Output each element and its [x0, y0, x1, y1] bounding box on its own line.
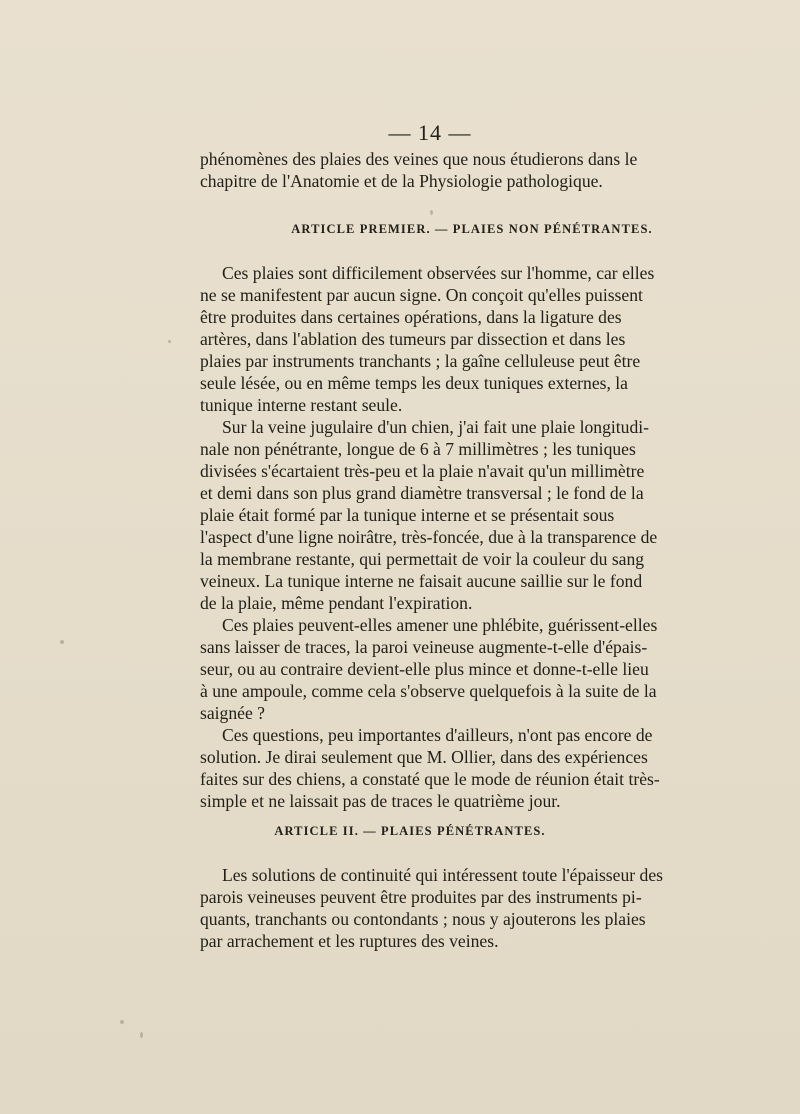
text-line: de la plaie, même pendant l'expiration. [200, 593, 473, 613]
paper-speck [430, 210, 433, 215]
text-line: quants, tranchants ou contondants ; nous y ajouterons les plaies [200, 909, 646, 929]
article-2-body [200, 864, 678, 952]
text-line: phénomènes des plaies des veines que nous étudierons dans le [200, 149, 638, 169]
text-line: plaie était formé par la tunique interne et se présentait sous [200, 505, 615, 525]
text-line: la membrane restante, qui permettait de voir la couleur du sang [200, 549, 645, 569]
article-1-body [200, 262, 678, 812]
text-line: Ces questions, peu importantes d'ailleurs, n'ont pas encore de [222, 725, 653, 745]
text-line: faites sur des chiens, a constaté que le mode de réunion était très- [200, 769, 660, 789]
text-line: Ces plaies sont difficilement observées sur l'homme, car elles [222, 263, 655, 283]
text-line: parois veineuses peuvent être produites par des instruments pi- [200, 887, 642, 907]
section-heading-article-1: ARTICLE PREMIER. — PLAIES NON PÉNÉTRANTES. [291, 222, 653, 236]
paper-speck [168, 340, 171, 343]
text-line: divisées s'écartaient très-peu et la plaie n'avait qu'un millimètre [200, 461, 645, 481]
text-line: chapitre de l'Anatomie et de la Physiologie pathologique. [200, 171, 603, 191]
text-line: plaies par instruments tranchants ; la gaîne celluleuse peut être [200, 351, 641, 371]
text-line: sans laisser de traces, la paroi veineuse augmente-t-elle d'épais- [200, 637, 648, 657]
text-line: à une ampoule, comme cela s'observe quelquefois à la suite de la [200, 681, 657, 701]
paragraph [200, 724, 678, 812]
paragraph [200, 864, 678, 952]
text-line: et demi dans son plus grand diamètre transversal ; le fond de la [200, 483, 644, 503]
text-line: ne se manifestent par aucun signe. On conçoit qu'elles puissent [200, 285, 643, 305]
section-heading-article-2: ARTICLE II. — PLAIES PÉNÉTRANTES. [274, 824, 546, 838]
page-number: — 14 — [388, 120, 472, 145]
text-line: simple et ne laissait pas de traces le quatrième jour. [200, 791, 561, 811]
text-line: seule lésée, ou en même temps les deux tuniques externes, la [200, 373, 628, 393]
text-line: être produites dans certaines opérations, dans la ligature des [200, 307, 622, 327]
paper-speck [60, 640, 64, 644]
text-line: Ces plaies peuvent-elles amener une phlébite, guérissent-elles [222, 615, 658, 635]
text-line: Les solutions de continuité qui intéressent toute l'épaisseur des [222, 865, 663, 885]
text-line: Sur la veine jugulaire d'un chien, j'ai fait une plaie longitudi- [222, 417, 650, 437]
text-line: artères, dans l'ablation des tumeurs par dissection et dans les [200, 329, 626, 349]
text-line: nale non pénétrante, longue de 6 à 7 millimètres ; les tuniques [200, 439, 636, 459]
text-line: veineux. La tunique interne ne faisait aucune saillie sur le fond [200, 571, 643, 591]
text-line: saignée ? [200, 703, 265, 723]
paragraph [200, 614, 678, 724]
paragraph [200, 416, 678, 614]
text-line: tunique interne restant seule. [200, 395, 403, 415]
text-line: seur, ou au contraire devient-elle plus mince et donne-t-elle lieu [200, 659, 649, 679]
paper-speck [140, 1032, 143, 1038]
text-line: solution. Je dirai seulement que M. Ollier, dans des expériences [200, 747, 648, 767]
paragraph [200, 262, 678, 416]
paper-speck [120, 1020, 124, 1024]
text-line: par arrachement et les ruptures des veines. [200, 931, 499, 951]
intro-paragraph [200, 148, 678, 192]
text-line: l'aspect d'une ligne noirâtre, très-foncée, due à la transparence de [200, 527, 658, 547]
